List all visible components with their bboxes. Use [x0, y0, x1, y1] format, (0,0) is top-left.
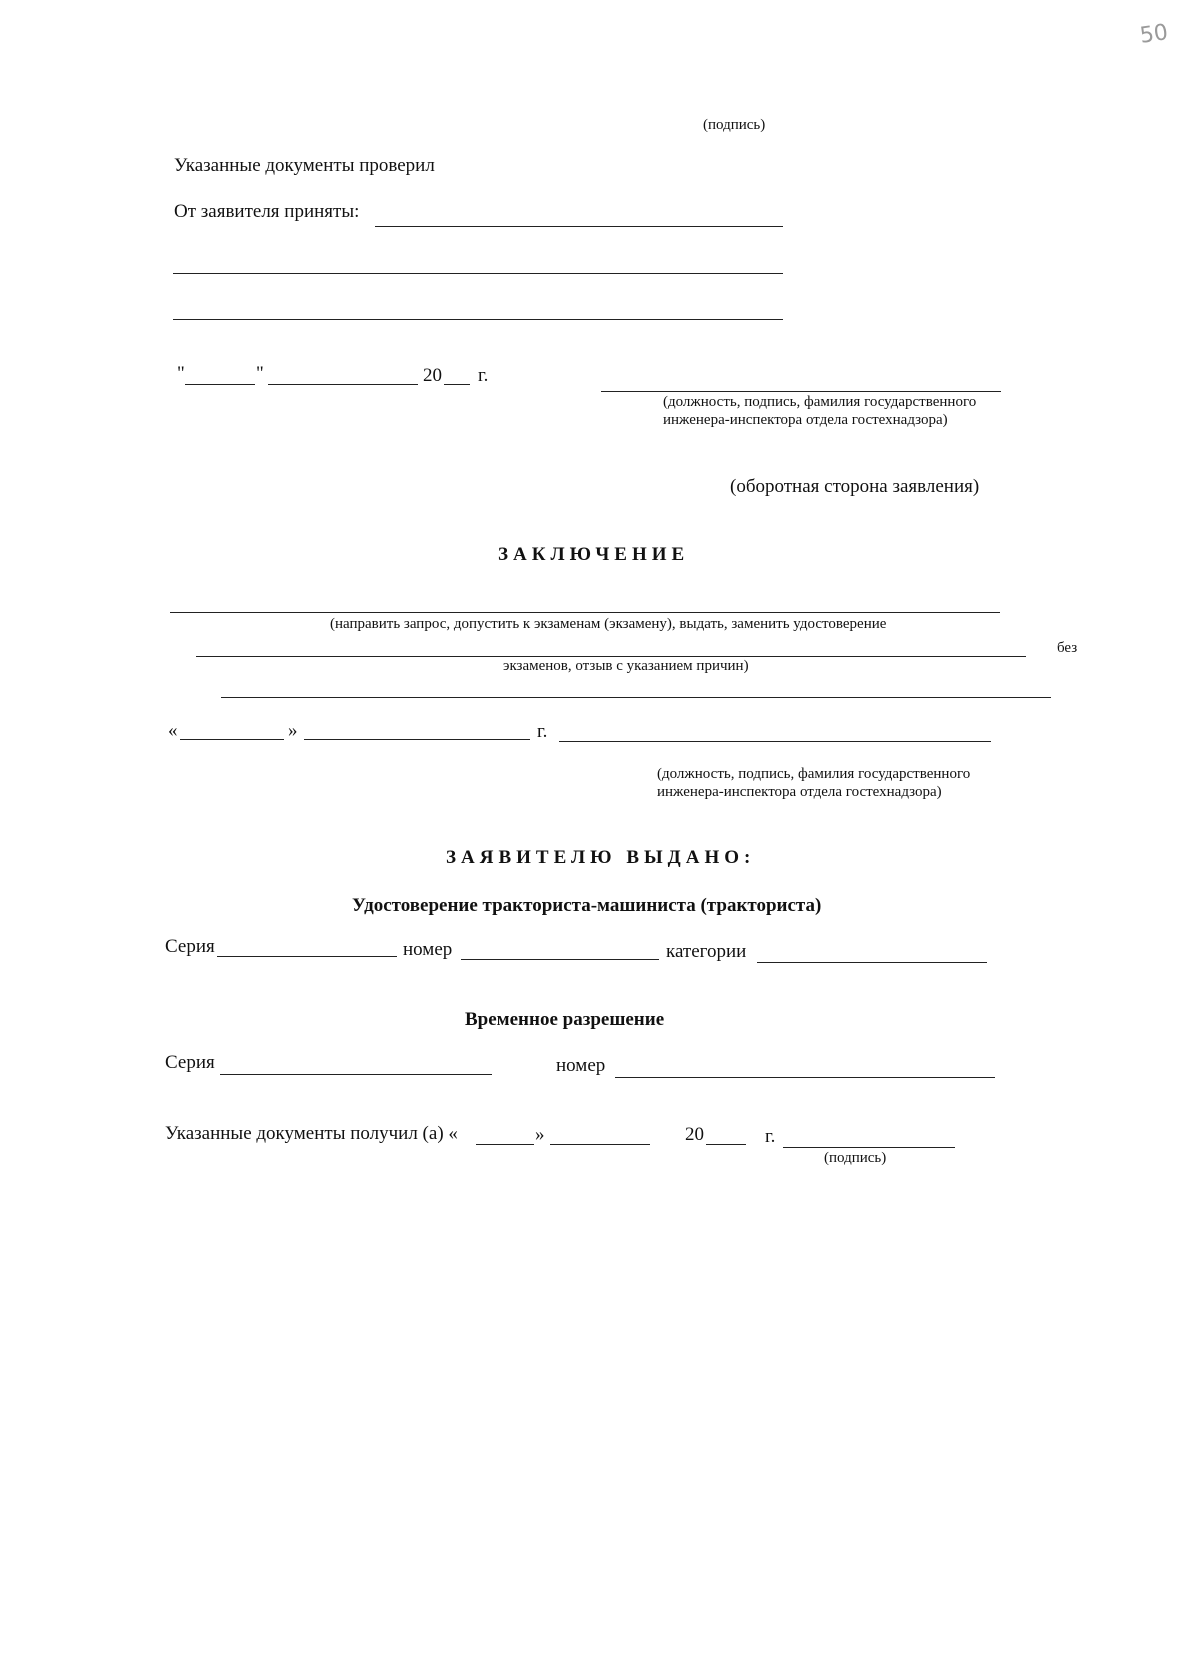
received-day-line[interactable]	[476, 1144, 534, 1145]
conclusion-line-3[interactable]	[221, 697, 1051, 698]
temporary-permit-title: Временное разрешение	[465, 1009, 665, 1030]
received-label: Указанные документы получил (а) «	[165, 1123, 458, 1144]
certificate-series-label: Серия	[165, 936, 215, 957]
conclusion-without: без	[1057, 640, 1078, 656]
inspector-caption-2-line2: инженера-инспектора отдела гостехнадзора)	[657, 784, 942, 800]
accepted-from-applicant-label: От заявителя приняты:	[174, 201, 360, 222]
bottom-signature-caption: (подпись)	[824, 1150, 887, 1166]
date1-close-quote: "	[256, 363, 264, 384]
certificate-category-label: категории	[666, 941, 747, 962]
inspector-caption-1-line2: инженера-инспектора отдела гостехнадзора)	[663, 412, 948, 428]
date2-close-quote: »	[288, 720, 298, 741]
accepted-line-1[interactable]	[375, 226, 783, 227]
certificate-category-line[interactable]	[757, 962, 987, 963]
accepted-line-3[interactable]	[173, 319, 783, 320]
certificate-title: Удостоверение тракториста-машиниста (тракториста)	[352, 895, 822, 916]
received-year-line[interactable]	[706, 1144, 746, 1145]
certificate-number-line[interactable]	[461, 959, 659, 960]
certificate-series-line[interactable]	[217, 956, 397, 957]
top-signature-caption: (подпись)	[703, 117, 766, 133]
inspector-caption-2-line1: (должность, подпись, фамилия государственного	[657, 766, 971, 782]
date2-day-line[interactable]	[180, 739, 284, 740]
issued-title: ЗАЯВИТЕЛЮ ВЫДАНО:	[446, 847, 756, 868]
date2-month-line[interactable]	[304, 739, 530, 740]
documents-checked-label: Указанные документы проверил	[174, 155, 435, 176]
page-number-mark: 50	[1138, 20, 1170, 49]
conclusion-line-2[interactable]	[196, 656, 1026, 657]
date1-open-quote: "	[177, 363, 185, 384]
received-year-prefix: 20	[685, 1124, 704, 1145]
inspector-signature-line-2[interactable]	[559, 741, 991, 742]
reverse-side-note: (оборотная сторона заявления)	[730, 476, 980, 497]
received-close-quote: »	[535, 1124, 545, 1145]
date1-month-line[interactable]	[268, 384, 418, 385]
inspector-signature-line-1[interactable]	[601, 391, 1001, 392]
date2-open-quote: «	[168, 720, 178, 741]
conclusion-title: ЗАКЛЮЧЕНИЕ	[498, 544, 690, 565]
date1-year-line[interactable]	[444, 384, 470, 385]
received-signature-line[interactable]	[783, 1147, 955, 1148]
received-month-line[interactable]	[550, 1144, 650, 1145]
permit-number-label: номер	[556, 1055, 606, 1076]
inspector-caption-1-line1: (должность, подпись, фамилия государственного	[663, 394, 977, 410]
date2-year-suffix: г.	[537, 721, 548, 742]
conclusion-caption-2: экзаменов, отзыв с указанием причин)	[503, 658, 749, 674]
certificate-number-label: номер	[403, 939, 453, 960]
permit-series-line[interactable]	[220, 1074, 492, 1075]
conclusion-line-1[interactable]	[170, 612, 1000, 613]
accepted-line-2[interactable]	[173, 273, 783, 274]
date1-year-prefix: 20	[423, 365, 442, 386]
date1-day-line[interactable]	[185, 384, 255, 385]
date1-year-suffix: г.	[478, 365, 489, 386]
conclusion-caption-1: (направить запрос, допустить к экзаменам (экзамену), выдать, заменить удостоверение	[330, 616, 887, 632]
permit-series-label: Серия	[165, 1052, 215, 1073]
received-year-suffix: г.	[765, 1126, 776, 1147]
permit-number-line[interactable]	[615, 1077, 995, 1078]
